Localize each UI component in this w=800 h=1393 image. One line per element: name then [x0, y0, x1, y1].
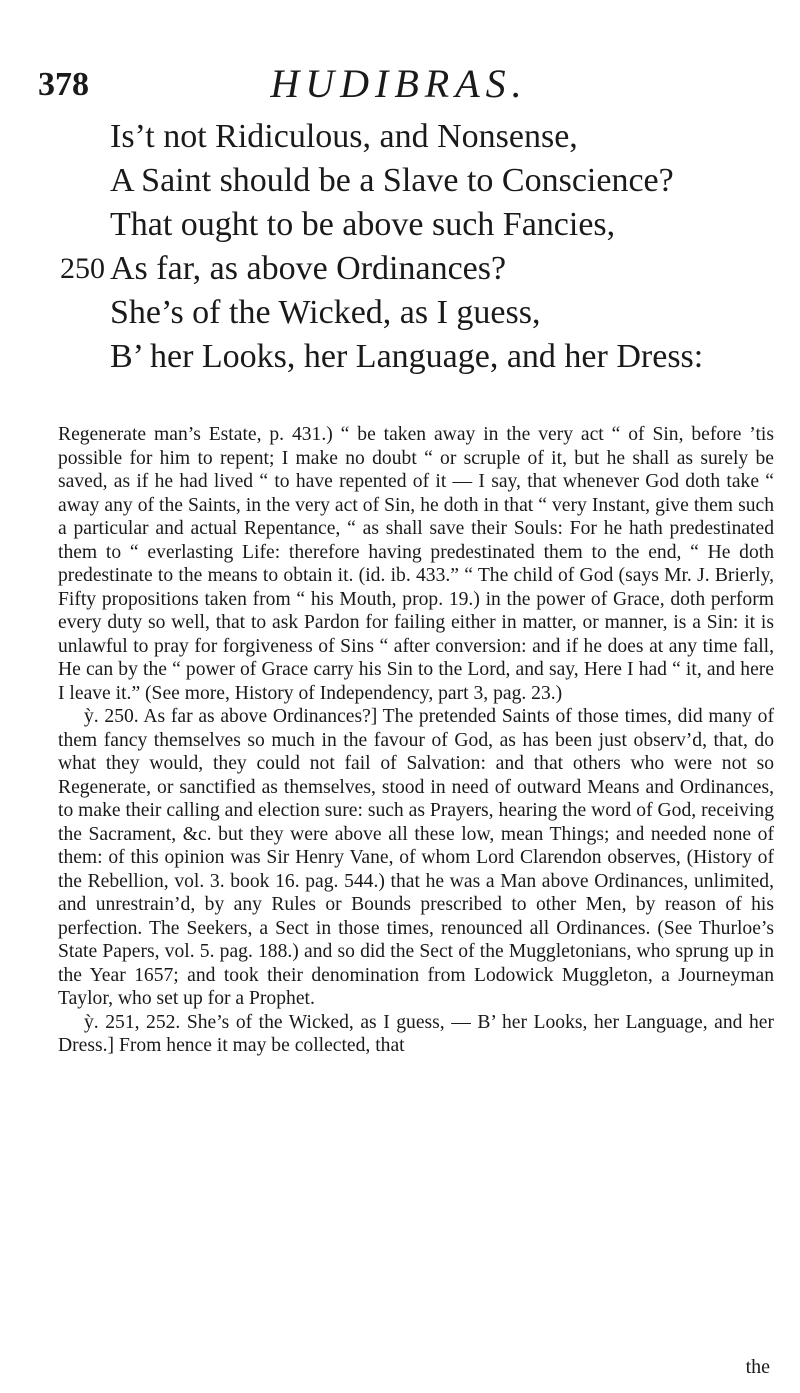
annotation-notes	[58, 423, 774, 1058]
note-paragraph: Regenerate man’s Estate, p. 431.) “ be taken away in the very act “ of Sin, before ’tis possible for him to repent; I make no doubt “ or scruple of it, but he shall as surely be saved, as if he had lived “ to have repented of it — I say, that whenever God doth take “ away any of the Saints, in the very act of Sin, he doth in that “ very Instant, give them such a particular and actual Repentance, “ as shall save their Souls: For he hath predestinated them to “ everlasting Life: therefore having predestinated them to the end, “ He doth predestinate to the means to obtain it. (id. ib. 433.” “ The child of God (says Mr. J. Brierly, Fifty propositions taken from “ his Mouth, prop. 19.) in the power of Grace, doth perform every duty so well, that to ask Pardon for failing either in matter, or manner, is a Sin: it is unlawful to pray for forgiveness of Sins “ after conversion: and if he does at any time fall, He can by the “ power of Grace carry his Sin to the Lord, and say, Here I had “ it, and here I leave it.” (See more, History of Independency, part 3, pag. 23.)	[58, 424, 774, 704]
verse-block	[60, 115, 780, 379]
verse-line	[60, 247, 780, 291]
verse-line	[60, 335, 780, 379]
page-header	[38, 60, 760, 108]
verse-text: That ought to be above such Fancies,	[110, 206, 616, 243]
verse-line	[60, 115, 780, 159]
verse-text: A Saint should be a Slave to Conscience?	[110, 162, 674, 199]
verse-text: Is’t not Ridiculous, and Nonsense,	[110, 118, 578, 155]
line-number: 250	[60, 252, 105, 285]
catchword: the	[745, 1356, 770, 1378]
note-paragraph: ỳ. 250. As far as above Ordinances?] The pretended Saints of those times, did many of them fancy themselves so much in the favour of God, as has been just observ’d, that, do what they would, they could not fail of Salvation: and that others who were not so Regenerate, or sanctified as themselves, stood in need of outward Means and Ordinances, to make their calling and election sure: such as Prayers, hearing the word of God, receiving the Sacrament, &c. but they were above all these low, mean Things; and needed none of them: of this opinion was Sir Henry Vane, of whom Lord Clarendon observes, (History of the Rebellion, vol. 3. book 16. pag. 544.) that he was a Man above Ordinances, unlimited, and unrestrain’d, by any Rules or Bounds prescribed to other Men, by reason of his perfection. The Seekers, a Sect in those times, renounced all Ordinances. (See Thurloe’s State Papers, vol. 5. pag. 188.) and so did the Sect of the Muggletonians, who sprung up in the Year 1657; and took their denomination from Lodowick Muggleton, a Journeyman Taylor, who set up for a Prophet.	[58, 706, 774, 1009]
page-number: 378	[38, 66, 89, 103]
running-title: HUDIBRAS.	[270, 61, 528, 106]
verse-text: B’ her Looks, her Language, and her Dress:	[110, 338, 704, 375]
verse-line	[60, 203, 780, 247]
verse-text: As far, as above Ordinances?	[110, 250, 507, 287]
note-paragraph: ỳ. 251, 252. She’s of the Wicked, as I guess, — B’ her Looks, her Language, and her Dress.] From hence it may be collected, that	[58, 1011, 774, 1056]
verse-line	[60, 291, 780, 335]
verse-line	[60, 159, 780, 203]
verse-text: She’s of the Wicked, as I guess,	[110, 294, 541, 331]
